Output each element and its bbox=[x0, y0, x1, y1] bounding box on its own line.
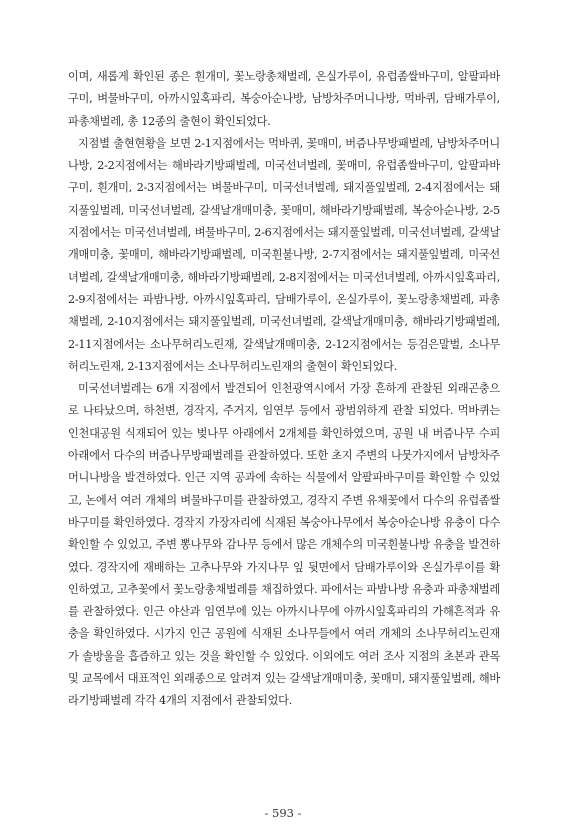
paragraph-site-occurrence: 지점별 출현현황을 보면 2-1지점에서는 먹바퀴, 꽃매미, 버즘나무방패벌레, 남방차주머니나방, 2-2지점에서는 해바라기방패벌레, 미국선녀벌레, 꽃매미, 유럽좀쌀바구미, 알팔파바구미, 흰개미, 2-3지점에서는 벼물바구미, 미국선녀벌레, 돼지풀잎벌레, 2-4지점에서는 돼지풀잎벌레, 미국선녀벌레, 갈색날개매미충, 꽃매미, 해바라기방패벌레, 복숭아순나방, 2-5지점에서는 미국선녀벌레, 벼물바구미, 2-6지점에서는 돼지풀잎벌레, 미국선녀벌레, 갈색날개매미충, 꽃매미, 해바라기방패벌레, 미국흰불나방, 2-7지점에서는 돼지풀잎벌레, 미국선녀벌레, 갈색날개매미충, 해바라기방패벌레, 2-8지점에서는 미국선녀벌레, 아까시잎혹파리, 2-9지점에서는 파밤나방, 아까시잎혹파리, 담배가루이, 온실가루이, 꽃노랑총채벌레, 파총채벌레, 2-10지점에서는 돼지풀잎벌레, 미국선녀벌레, 갈색날개매미충, 해바라기방패벌레, 2-11지점에서는 소나무허리노린재, 갈색날개매미충, 2-12지점에서는 등검은말벌, 소나무허리노린재, 2-13지점에서는 소나무허리노린재의 출현이 확인되었다. bbox=[68, 136, 500, 373]
paragraph-continuation: 이며, 새롭게 확인된 종은 흰개미, 꽃노랑총채벌레, 온실가루이, 유럽좀쌀바구미, 알팔파바구미, 벼물바구미, 아까시잎혹파리, 복숭아순나방, 남방차주머니나방, 먹바퀴, 담배가루이, 파총채벌레, 총 12종의 출현이 확인되었다. bbox=[68, 70, 500, 128]
paragraph-observation-details: 미국선녀벌레는 6개 지점에서 발견되어 인천광역시에서 가장 흔하게 관찰된 외래곤충으로 나타났으며, 하천변, 경작지, 주거지, 임연부 등에서 광범위하게 관찰 되었다. 먹바퀴는 인천대공원 식재되어 있는 벚나무 아래에서 2개체를 확인하였으며, 공원 내 버즘나무 수피아래에서 다수의 버즘나무방패벌레를 관찰하였다. 또한 초지 주변의 나뭇가지에서 남방차주머니나방을 발견하였다. 인근 지역 공과에 속하는 식물에서 알팔파바구미를 확인할 수 있었고, 논에서 여러 개체의 벼물바구미를 관찰하였고, 경작지 주변 유채꽃에서 다수의 유럽좀쌀바구미를 확인하였다. 경작지 가장자리에 식재된 복숭아나무에서 복숭아순나방 유충이 다수 확인할 수 있었고, 주변 뽕나무와 감나무 등에서 많은 개체수의 미국흰불나방 유충을 발견하였다. 경작지에 재배하는 고추나무와 가지나무 잎 뒷면에서 담배가루이와 온실가루이를 확인하였고, 고추꽃에서 꽃노랑총채벌레를 채집하였다. 파에서는 파밤나방 유충과 파총채벌레를 관찰하였다. 인근 야산과 임연부에 있는 아까시나무에 아까시잎혹파리의 가해흔적과 유충을 확인하였다. 시가지 인근 공원에 식재된 소나무들에서 여러 개체의 소나무허리노린재가 솔방울을 흡즙하고 있는 것을 확인할 수 있었다. 이외에도 여러 조사 지점의 초본과 관목 및 교목에서 대표적인 외래종으로 알려져 있는 갈색날개매미충, 꽃매미, 돼지풀잎벌레, 해바라기방패벌레 각각 4개의 지점에서 관찰되었다. bbox=[68, 382, 500, 708]
page-number: - 593 - bbox=[264, 806, 302, 820]
page-body bbox=[68, 66, 500, 713]
